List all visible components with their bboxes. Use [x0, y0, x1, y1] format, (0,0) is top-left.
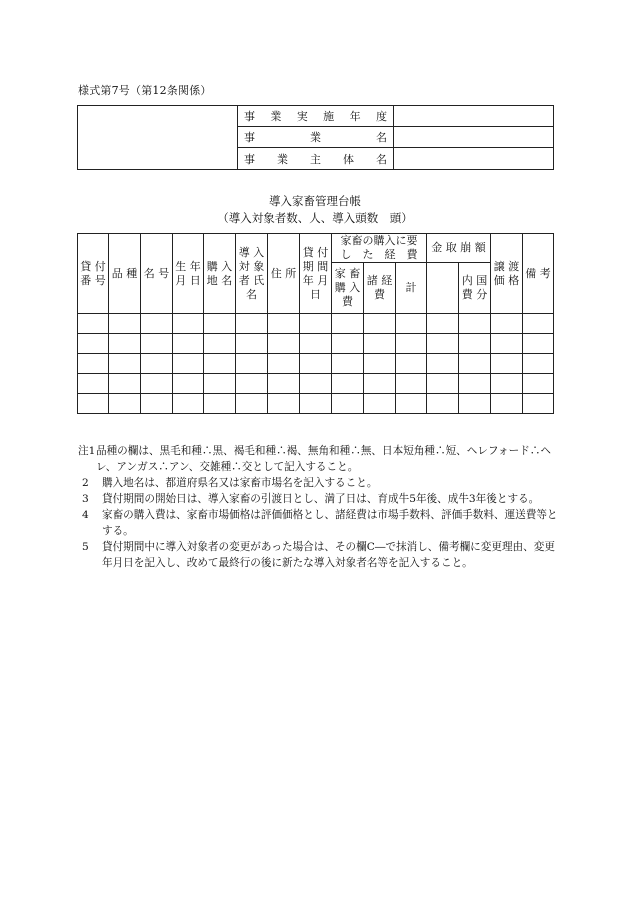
note-number: 2	[82, 477, 89, 489]
col-remarks: 備 考	[523, 234, 554, 314]
table-row	[78, 394, 554, 414]
info-label-fiscal-year	[238, 106, 394, 127]
notes-section	[78, 443, 563, 571]
info-value-project-name[interactable]	[394, 127, 553, 148]
col-address: 住 所	[268, 234, 300, 314]
note-item	[78, 475, 563, 491]
table-row	[78, 374, 554, 394]
col-group-withdrawal: 金 取 崩 額	[427, 234, 491, 263]
info-label-project-name	[238, 127, 394, 148]
col-withdrawal-amount	[427, 263, 459, 314]
note-item	[78, 443, 563, 475]
note-text: 購入地名は、都道府県名又は家畜市場名を記入すること。	[102, 477, 378, 489]
note-number: 3	[82, 493, 89, 505]
col-total: 計	[396, 263, 427, 314]
col-livestock-purchase-cost: 家 畜 購 入 費	[332, 263, 364, 314]
note-text: 家畜の購入費は、家畜市場価格は評価価格とし、諸経費は市場手数料、評価手数料、運送費等とする。	[102, 509, 558, 537]
col-loan-period: 貸 付 期 間 年 月 日	[300, 234, 332, 314]
note-number: 4	[82, 509, 89, 521]
col-birth-date: 生 年 月 日	[173, 234, 204, 314]
col-recipient-name: 導 入 対 象 者 氏 名	[236, 234, 268, 314]
table-row	[78, 354, 554, 374]
ledger-table	[77, 233, 554, 414]
info-label-entity-name	[238, 148, 394, 169]
col-breed: 品 種	[109, 234, 141, 314]
note-item	[78, 491, 563, 507]
project-info-table	[77, 105, 554, 170]
col-transfer-price: 譲 渡 価 格	[491, 234, 523, 314]
col-national-share: 内 国 費 分	[459, 263, 491, 314]
info-value-fiscal-year[interactable]	[394, 106, 553, 127]
col-misc-expenses: 諸 経 費	[364, 263, 396, 314]
label-text: 事 業 名	[244, 131, 387, 144]
table-row	[78, 314, 554, 334]
note-text: 品種の欄は、黒毛和種∴黒、褐毛和種∴褐、無角和種∴無、日本短角種∴短、ヘレフォード∴ヘレ、アンガス∴アン、交雑種∴交として記入すること。	[96, 445, 551, 473]
label-text: 事 業 主 体 名	[244, 152, 387, 166]
note-number: 注1	[78, 445, 96, 457]
form-number: 様式第7号（第12条関係）	[78, 84, 212, 97]
note-item	[78, 539, 563, 571]
ledger-subtitle: （導入対象者数、人、導入頭数 頭）	[217, 211, 413, 225]
note-text: 貸付期間の開始日は、導入家畜の引渡日とし、満了日は、育成牛5年後、成牛3年後とする。	[102, 493, 540, 505]
col-name: 名 号	[141, 234, 173, 314]
note-number: 5	[82, 541, 89, 553]
col-loan-number: 貸 付 番 号	[78, 234, 109, 314]
blank-cell	[78, 106, 238, 169]
note-item	[78, 507, 563, 539]
table-row	[78, 334, 554, 354]
col-group-purchase-cost: 家畜の購入に要 し た 経 費	[332, 234, 427, 263]
col-purchase-place: 購 入 地 名	[204, 234, 236, 314]
ledger-title: 導入家畜管理台帳	[269, 194, 361, 208]
note-text: 貸付期間中に導入対象者の変更があった場合は、その欄C―で抹消し、備考欄に変更理由、変更年月日を記入し、改めて最終行の後に新たな導入対象者名等を記入すること。	[102, 541, 555, 569]
label-text: 事 業 実 施 年 度	[244, 110, 387, 123]
info-value-entity-name[interactable]	[394, 148, 553, 169]
